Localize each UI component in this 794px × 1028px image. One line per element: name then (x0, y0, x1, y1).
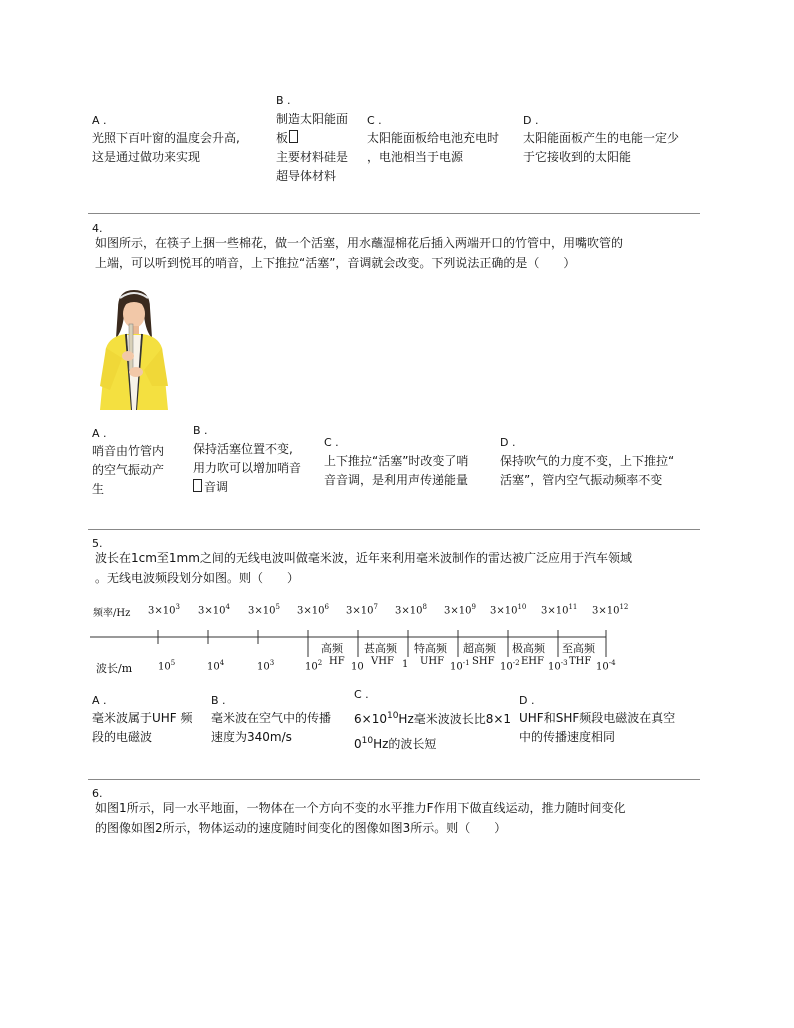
freq-tick: $3\times 10^8$ (395, 603, 427, 617)
q6-stem: 如图1所示，同一水平地面，一物体在一个方向不变的水平推力F作用下做直线运动，推力随时间变化 的图像如图2所示，物体运动的速度随时间变化的图像如图3所示。则（ ） (95, 801, 626, 835)
q4-option-b-letter[interactable]: B . (193, 424, 208, 437)
q3-option-d-letter[interactable]: D . (523, 114, 539, 127)
q5-option-d-letter[interactable]: D . (519, 694, 535, 707)
q3-option-b-text: 制造太阳能面 板 主要材料硅是 超导体材料 (276, 112, 349, 183)
band-name: 至高频 (562, 642, 595, 655)
q4-option-b-text: 保持活塞位置不变, 用力吹可以增加哨音 音调 (193, 442, 302, 494)
girl-playing-whistle-image (96, 286, 172, 410)
wave-tick: $10^5$ (158, 659, 176, 673)
divider (88, 529, 700, 530)
missing-glyph-icon (193, 479, 202, 492)
band-name: 极高频 (512, 642, 545, 655)
freq-tick: $3\times 10^6$ (297, 603, 329, 617)
freq-tick: $3\times 10^9$ (444, 603, 476, 617)
freq-tick: $3\times 10^4$ (198, 603, 230, 617)
missing-glyph-icon (289, 130, 298, 143)
freq-tick: $3\times 10^{10}$ (490, 603, 527, 617)
q4-number: 4. (92, 222, 103, 235)
freq-tick: $3\times 10^{12}$ (592, 603, 629, 617)
band-abbr: VHF (371, 656, 394, 667)
q4-option-a-text: 哨音由竹管内 的空气振动产 生 (92, 444, 165, 496)
wave-tick: $10^4$ (207, 659, 225, 673)
wavelength-axis-label: 波长/m (96, 662, 133, 675)
divider (88, 779, 700, 780)
wave-tick: $10^3$ (257, 659, 275, 673)
q5-option-b-letter[interactable]: B . (211, 694, 226, 707)
freq-tick: $3\times 10^{11}$ (541, 603, 578, 617)
q5-option-b-text: 毫米波在空气中的传播 速度为340m/s (211, 711, 332, 744)
q3-option-b-letter[interactable]: B . (276, 94, 291, 107)
q4-stem: 如图所示，在筷子上捆一些棉花，做一个活塞，用水蘸湿棉花后插入两端开口的竹管中，用嘴吹管的 上端，可以听到悦耳的哨音，上下推拉“活塞”，音调就会改变。下列说法正确的是（ ） (95, 236, 624, 270)
q4-option-d-letter[interactable]: D . (500, 436, 516, 449)
q5-option-c-text: $6\times 10^{10}Hz$毫米波波长比8×1 $0^{10}Hz$的波长短 (354, 711, 512, 751)
q5-option-c-letter[interactable]: C . (354, 688, 369, 701)
q5-number: 5. (92, 537, 103, 550)
band-name: 甚高频 (364, 642, 397, 655)
wave-tick: 1 (402, 659, 409, 670)
wave-tick: $10^{-2}$ (500, 659, 520, 673)
q3-option-c-letter[interactable]: C . (367, 114, 382, 127)
wave-tick: $10^2$ (305, 659, 323, 673)
band-abbr: THF (569, 656, 592, 667)
wave-tick: $10^{-1}$ (450, 659, 470, 673)
freq-tick: $3\times 10^3$ (148, 603, 180, 617)
q3-option-a-text: 光照下百叶窗的温度会升高, 这是通过做功来实现 (92, 131, 240, 164)
q5-option-d-text: UHF和SHF频段电磁波在真空 中的传播速度相同 (519, 711, 676, 744)
band-name: 超高频 (463, 642, 496, 655)
q3-option-d-text: 太阳能面板产生的电能一定少 于它接收到的太阳能 (523, 131, 680, 164)
wave-tick: $10^{-3}$ (548, 659, 568, 673)
freq-tick: $3\times 10^5$ (248, 603, 280, 617)
divider (88, 213, 700, 214)
q4-option-c-text: 上下推拉“活塞”时改变了哨 音音调，是利用声传递能量 (324, 454, 469, 487)
q4-option-d-text: 保持吹气的力度不变，上下推拉“ 活塞”，管内空气振动频率不变 (500, 454, 675, 487)
band-abbr: EHF (521, 656, 544, 667)
freq-tick: $3\times 10^7$ (346, 603, 378, 617)
q5-option-a-letter[interactable]: A . (92, 694, 107, 707)
band-abbr: SHF (472, 656, 495, 667)
band-abbr: HF (329, 656, 345, 667)
wave-tick: 10 (351, 661, 364, 673)
band-abbr: UHF (420, 656, 445, 667)
wave-tick: $10^{-4}$ (596, 659, 616, 673)
q5-option-a-text: 毫米波属于UHF 频 段的电磁波 (92, 711, 193, 744)
band-name: 高频 (321, 642, 343, 655)
frequency-axis-label: 频率/Hz (93, 608, 131, 619)
q3-option-c-text: 太阳能面板给电池充电时 ，电池相当于电源 (367, 131, 500, 164)
q3-option-a-letter[interactable]: A . (92, 114, 107, 127)
band-name: 特高频 (414, 642, 447, 655)
q5-stem: 波长在1cm至1mm之间的无线电波叫做毫米波，近年来利用毫米波制作的雷达被广泛应用于汽车领域 。无线电波频段划分如图。则（ ） (95, 551, 632, 585)
q4-option-c-letter[interactable]: C . (324, 436, 339, 449)
q6-number: 6. (92, 787, 103, 800)
q4-option-a-letter[interactable]: A . (92, 427, 107, 440)
